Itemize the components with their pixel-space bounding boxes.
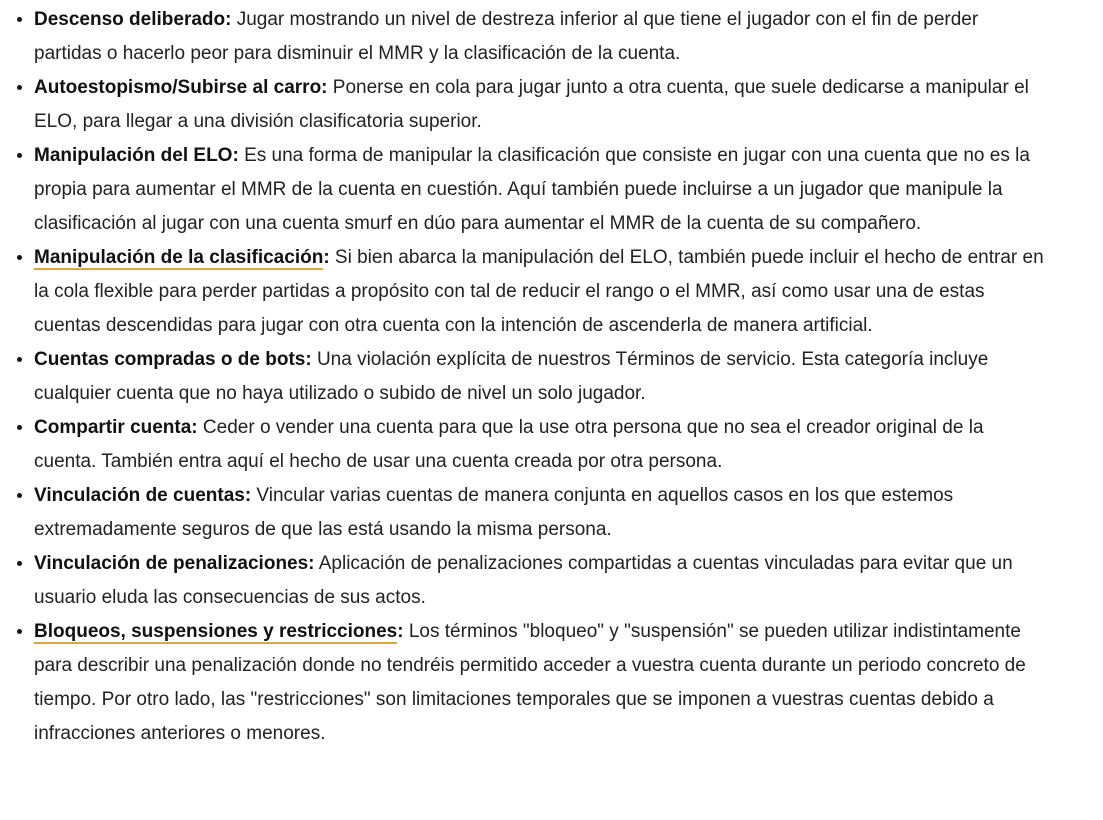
term-description: Los términos "bloqueo" y "suspensión" se pueden utilizar indistintamente para describir una penalización donde no tendréis permitido acceder a vuestra cuenta durante un periodo concreto de tiempo. Por otro lado, las "restricciones" son limitaciones temporales que se imponen a vuestras cuentas debido a infracciones anteriores o menores. bbox=[34, 621, 1026, 744]
list-item bbox=[34, 479, 1044, 547]
term-label: Descenso deliberado: bbox=[34, 9, 232, 30]
term-colon: : bbox=[323, 247, 330, 268]
term-description: Vincular varias cuentas de manera conjunta en aquellos casos en los que estemos extremadamente seguros de que las está usando la misma persona. bbox=[34, 485, 954, 540]
term-label: Cuentas compradas o de bots: bbox=[34, 349, 312, 370]
term-description: Aplicación de penalizaciones compartidas a cuentas vinculadas para evitar que un usuario eluda las consecuencias de sus actos. bbox=[34, 553, 1013, 608]
term-label: Manipulación del ELO: bbox=[34, 145, 239, 166]
term-label bbox=[34, 247, 330, 270]
term-description: Es una forma de manipular la clasificación que consiste en jugar con una cuenta que no es la propia para aumentar el MMR de la cuenta en cuestión. Aquí también puede incluirse a un jugador que manipule la clasificación al jugar con una cuenta smurf en dúo para aumentar el MMR de la cuenta de su compañero. bbox=[34, 145, 1030, 234]
list-item bbox=[34, 411, 1044, 479]
term-description: Jugar mostrando un nivel de destreza inferior al que tiene el jugador con el fin de perder partidas o hacerlo peor para disminuir el MMR y la clasificación de la cuenta. bbox=[34, 9, 979, 64]
term-label: Compartir cuenta: bbox=[34, 417, 198, 438]
list-item bbox=[34, 343, 1044, 411]
term-label bbox=[34, 621, 404, 644]
term-colon: : bbox=[397, 621, 404, 642]
list-item bbox=[34, 241, 1044, 343]
list-item bbox=[34, 547, 1044, 615]
term-label: Autoestopismo/Subirse al carro: bbox=[34, 77, 328, 98]
term-label: Vinculación de cuentas: bbox=[34, 485, 252, 506]
term-description: Una violación explícita de nuestros Términos de servicio. Esta categoría incluye cualquier cuenta que no haya utilizado o subido de nivel un solo jugador. bbox=[34, 349, 989, 404]
ranking-manipulation-link[interactable]: Manipulación de la clasificación bbox=[34, 247, 324, 268]
list-item bbox=[34, 615, 1044, 751]
list-item bbox=[34, 139, 1044, 241]
bans-suspensions-restrictions-link[interactable]: Bloqueos, suspensiones y restricciones bbox=[34, 621, 398, 642]
term-description: Ceder o vender una cuenta para que la use otra persona que no sea el creador original de la cuenta. También entra aquí el hecho de usar una cuenta creada por otra persona. bbox=[34, 417, 984, 472]
term-description: Ponerse en cola para jugar junto a otra cuenta, que suele dedicarse a manipular el ELO, para llegar a una división clasificatoria superior. bbox=[34, 77, 1029, 132]
term-description: Si bien abarca la manipulación del ELO, también puede incluir el hecho de entrar en la cola flexible para perder partidas a propósito con tal de reducir el rango o el MMR, así como usar una de estas cuentas descendidas para jugar con otra cuenta con la intención de ascenderla de manera artificial. bbox=[34, 247, 1044, 336]
list-item bbox=[34, 3, 1044, 71]
term-label: Vinculación de penalizaciones: bbox=[34, 553, 315, 574]
list-item bbox=[34, 71, 1044, 139]
